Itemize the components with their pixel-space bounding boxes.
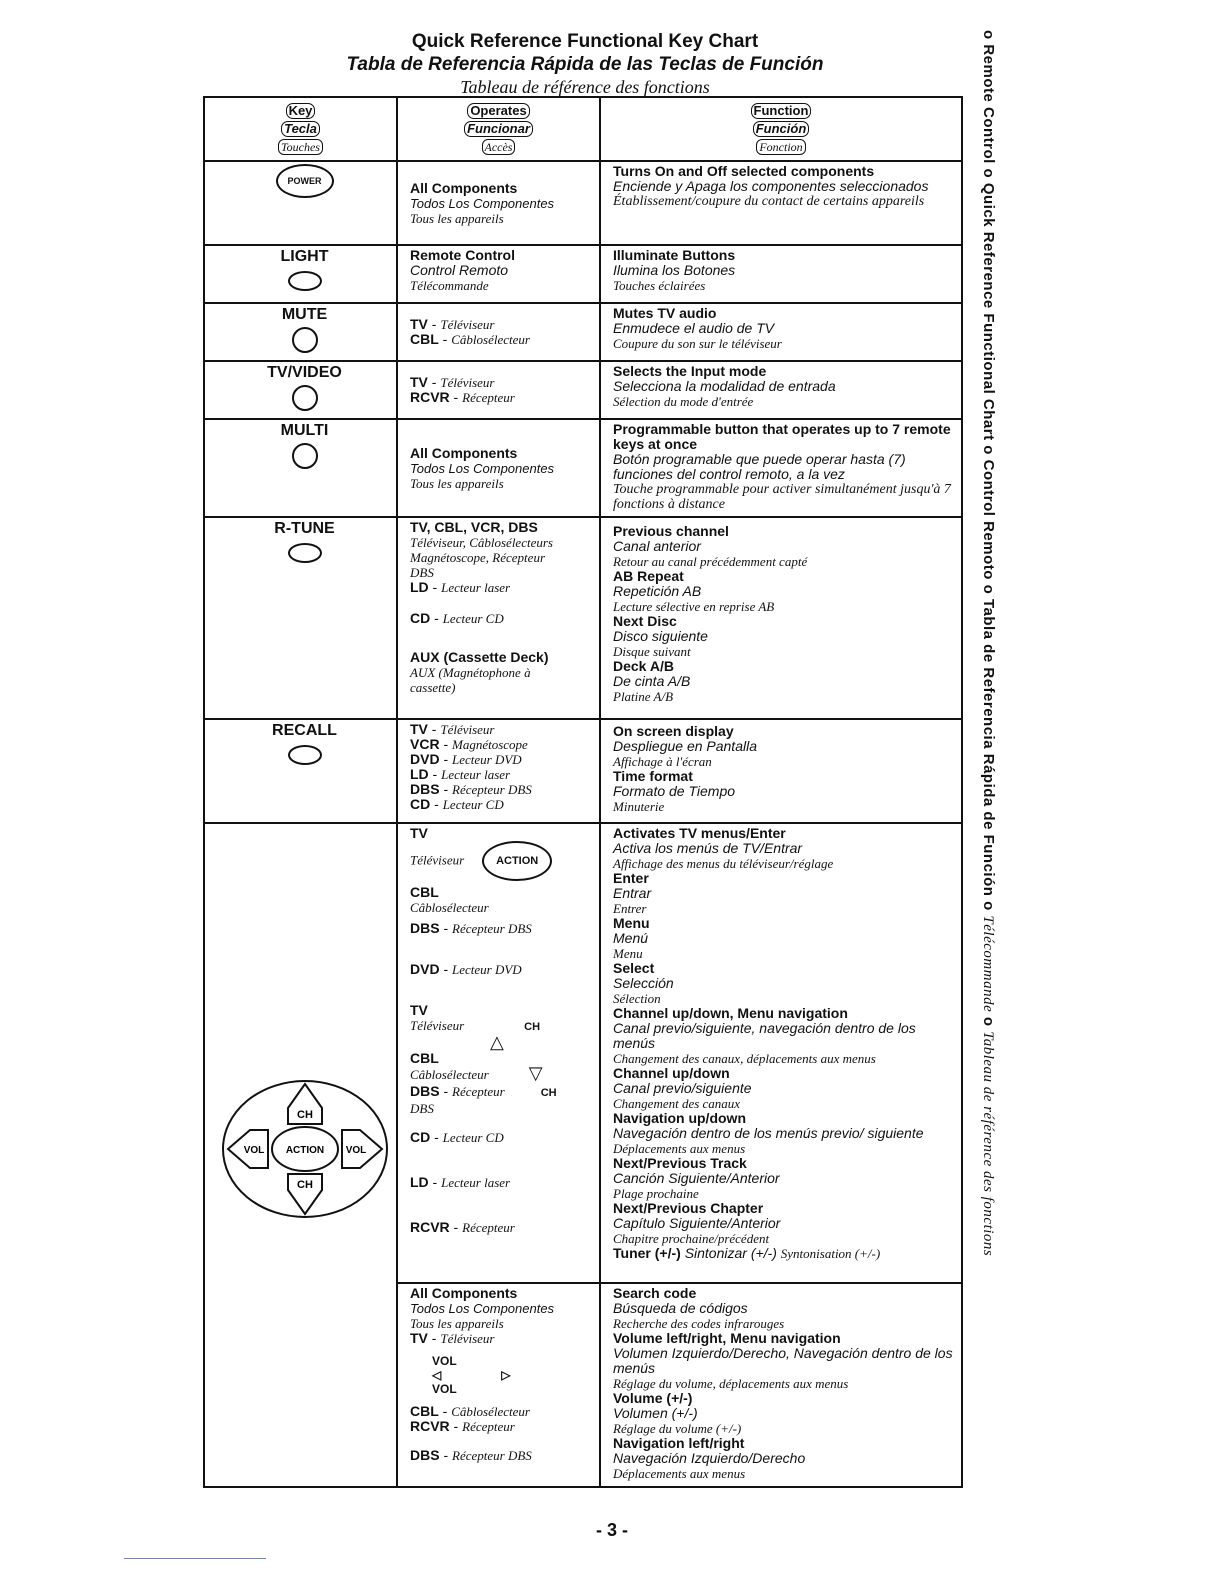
svg-text:ACTION: ACTION: [285, 1145, 324, 1156]
mute-button-icon: [292, 327, 318, 353]
action-button-icon: ACTION: [482, 841, 552, 881]
footer-rule: [124, 1558, 266, 1559]
svg-text:VOL: VOL: [345, 1145, 366, 1156]
key-mute: MUTE: [204, 303, 397, 361]
sidebar-en: Remote Control: [980, 44, 997, 164]
key-action-pad: [204, 823, 397, 1487]
svg-text:CH: CH: [296, 1109, 313, 1121]
func-light: Illuminate Buttons Ilumina los Botones Touches éclairées: [600, 245, 962, 303]
vol-arrows: VOL ◁ ▷ VOL: [432, 1354, 511, 1396]
row-rtune: [204, 517, 962, 719]
ops-action: TV Téléviseur ACTION CBL Câblosélecteur DBS - Récepteur DBS DVD - Lecteur DVD TV Téléviseur CH △ CBL Câblosélecteur ▽ DBS - Récepteur CH DBS CD - Lecteur CD LD - Lecteur laser RCVR - Récepteur: [397, 823, 600, 1283]
ch-up-arrow-icon: △: [490, 1032, 504, 1052]
header-operates: Operates Funcionar Accès: [397, 97, 600, 161]
func-multi: Programmable button that operates up to 7 remote keys at once Botón programable que puede operar hasta (7) funciones del control remoto, a la vez Touche programmable pour activer simultanément jusqu'à 7 fonctions à distance: [600, 419, 962, 517]
ops-power: All Components Todos Los Componentes Tous les appareils: [397, 161, 600, 245]
chart-titles: [200, 30, 970, 98]
svg-text:VOL: VOL: [243, 1145, 264, 1156]
row-recall: [204, 719, 962, 823]
key-multi: MULTI: [204, 419, 397, 517]
func-rtune: Previous channel Canal anterior Retour au canal précédemment capté AB Repeat Repetición AB Lecture sélective en reprise AB Next Disc Disco siguiente Disque suivant Deck A/B De cinta A/B Platine A/B: [600, 517, 962, 719]
multi-button-icon: [292, 443, 318, 469]
func-vol: Search code Búsqueda de códigos Recherche des codes infrarouges Volume left/right, Menu navigation Volumen Izquierdo/Derecho, Navegación dentro de los menús Réglage du volume, déplacements aux menus Volume (+/-) Volumen (+/-) Réglage du volume (+/-) Navigation left/right Navegación Izquierdo/Derecho Déplacements aux menus: [600, 1283, 962, 1487]
ops-mute: TV - Téléviseur CBL - Câblosélecteur: [397, 303, 600, 361]
row-light: [204, 245, 962, 303]
power-button-icon: POWER: [276, 164, 334, 198]
ch-label-down: CH: [540, 1087, 557, 1099]
func-power: Turns On and Off selected components Enciende y Apaga los componentes seleccionados Établissement/coupure du contact de certains appareils: [600, 161, 962, 245]
key-recall: RECALL: [204, 719, 397, 823]
action-pad-icon: [220, 1074, 390, 1224]
vol-left-arrow-icon: ◁: [432, 1368, 442, 1382]
ops-light: Remote Control Control Remoto Télécommande: [397, 245, 600, 303]
light-button-icon: [288, 271, 322, 291]
row-action: [204, 823, 962, 1283]
header-function: Function Función Fonction: [600, 97, 962, 161]
title-es: Tabla de Referencia Rápida de las Teclas de Función: [346, 54, 824, 75]
ops-recall: TV - Téléviseur VCR - Magnétoscope DVD - Lecteur DVD LD - Lecteur laser DBS - Récepteur DBS CD - Lecteur CD: [397, 719, 600, 823]
key-rtune: R-TUNE: [204, 517, 397, 719]
key-tvvideo: TV/VIDEO: [204, 361, 397, 419]
sidebar-en2: Quick Reference Functional Chart: [980, 182, 997, 441]
row-power: [204, 161, 962, 245]
rtune-button-icon: [288, 543, 322, 563]
vol-right-arrow-icon: ▷: [501, 1368, 511, 1382]
row-tvvideo: [204, 361, 962, 419]
key-power: [204, 161, 397, 245]
header-key: Key Tecla Touches: [204, 97, 397, 161]
sidebar-fr2: Tableau de référence des fonctions: [980, 1031, 996, 1257]
sidebar-fr: Télécommande: [980, 915, 996, 1013]
row-multi: [204, 419, 962, 517]
ops-rtune: TV, CBL, VCR, DBS Téléviseur, Câblosélecteurs Magnétoscope, Récepteur DBS LD - Lecteur laser CD - Lecteur CD AUX (Cassette Deck) AUX (Magnétophone à cassette): [397, 517, 600, 719]
sidebar-es: Control Remoto: [980, 459, 997, 580]
ch-label-up: CH: [524, 1021, 541, 1033]
func-action: Activates TV menus/Enter Activa los menús de TV/Entrar Affichage des menus du téléviseur/réglage Enter Entrar Entrer Menu Menú Menu Select Selección Sélection Channel up/down, Menu navigation Canal previo/siguiente, navegación dentro de los menús Changement des canaux, déplacements aux menus Channel up/down Canal previo/siguiente Changement des canaux Navigation up/down Navegación dentro de los menús previo/ siguiente Déplacements aux menus Next/Previous Track Canción Siguiente/Anterior Plage prochaine Next/Previous Chapter Capítulo Siguiente/Anterior Chapitre prochaine/précédent Tuner (+/-) Sintonizar (+/-) Syntonisation (+/-): [600, 823, 962, 1283]
ch-down-arrow-icon: ▽: [528, 1063, 543, 1083]
func-mute: Mutes TV audio Enmudece el audio de TV Coupure du son sur le téléviseur: [600, 303, 962, 361]
ops-tvvideo: TV - Téléviseur RCVR - Récepteur: [397, 361, 600, 419]
svg-text:CH: CH: [296, 1179, 313, 1191]
sidebar-es2: Tabla de Referencia Rápida de Función: [980, 598, 997, 897]
ops-vol: All Components Todos Los Componentes Tous les appareils TV - Téléviseur VOL ◁ ▷ VOL CBL - Câblosélecteur RCVR - Récepteur DBS - Récepteur DBS: [397, 1283, 600, 1487]
key-chart-table: [203, 96, 963, 1488]
header-row: [204, 97, 962, 161]
page-number: - 3 -: [595, 1520, 628, 1540]
row-mute: [204, 303, 962, 361]
ops-multi: All Components Todos Los Componentes Tous les appareils: [397, 419, 600, 517]
recall-button-icon: [288, 745, 322, 765]
title-fr: Tableau de référence des fonctions: [460, 77, 710, 97]
side-running-header: o Remote Control o Quick Reference Functional Chart o Control Remoto o Tabla de Referencia Rápida de Función o Télécommande o Tableau de référence des fonctions: [980, 30, 997, 1257]
func-tvvideo: Selects the Input mode Selecciona la modalidad de entrada Sélection du mode d'entrée: [600, 361, 962, 419]
func-recall: On screen display Despliegue en Pantalla Affichage à l'écran Time format Formato de Tiempo Minuterie: [600, 719, 962, 823]
tvvideo-button-icon: [292, 385, 318, 411]
key-light: LIGHT: [204, 245, 397, 303]
title-en: Quick Reference Functional Key Chart: [411, 31, 759, 52]
